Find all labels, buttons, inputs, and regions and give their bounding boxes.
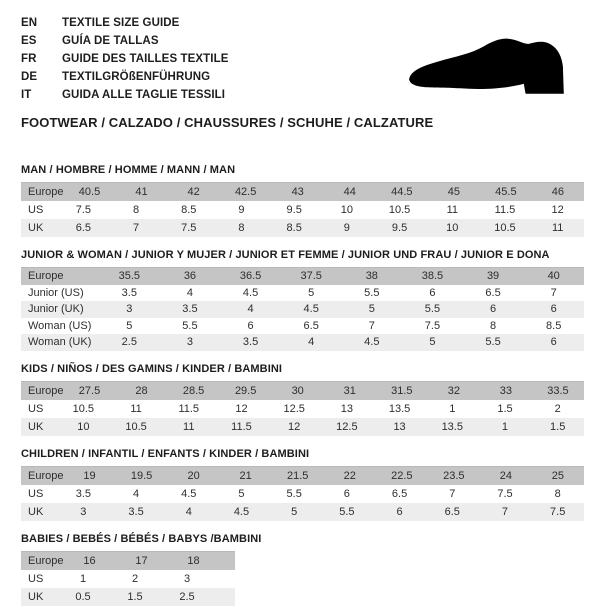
size-value: 3.5: [182, 303, 198, 316]
size-value: 21: [239, 469, 252, 482]
language-code: FR: [21, 53, 37, 65]
size-value: 30: [291, 384, 304, 397]
language-code: ES: [21, 35, 37, 47]
size-value: 22.5: [391, 469, 413, 482]
size-value: 1: [449, 402, 456, 415]
size-table: [21, 551, 235, 606]
row-label: Europe: [28, 554, 64, 567]
size-value: 2.5: [121, 336, 137, 349]
size-value: 11: [130, 402, 142, 415]
size-value: 7.5: [75, 204, 91, 216]
size-table: [21, 182, 584, 237]
size-value: 22: [343, 469, 356, 482]
size-value: 5.5: [424, 303, 441, 316]
dress-shoe-icon: [400, 30, 582, 102]
table-row: [21, 467, 584, 485]
size-value: 17: [135, 554, 148, 567]
size-value: 9: [238, 204, 245, 216]
size-value: 10: [77, 420, 90, 433]
language-title: TEXTILGRÖßENFÜHRUNG: [62, 71, 211, 83]
size-value: 9.5: [286, 204, 302, 216]
size-value: 1: [501, 420, 509, 433]
table-row: [21, 552, 235, 570]
size-value: 10.5: [494, 222, 516, 234]
size-value: 7.5: [497, 487, 513, 500]
section-title: KIDS / NIÑOS / DES GAMINS / KINDER / BAMBINI: [21, 362, 283, 375]
size-section: [21, 533, 586, 606]
size-value: 5.5: [339, 505, 355, 518]
size-value: 44.5: [391, 186, 413, 198]
size-table: [21, 466, 584, 521]
size-value: 1: [79, 572, 87, 585]
size-value: 19: [83, 469, 96, 482]
size-value: 11: [551, 222, 564, 234]
size-section: [21, 363, 586, 436]
size-value: 5: [429, 336, 436, 349]
section-title: JUNIOR & WOMAN / JUNIOR Y MUJER / JUNIOR ET FEMME / JUNIOR UND FRAU / JUNIOR E DONA: [21, 249, 550, 261]
row-label: US: [28, 572, 44, 585]
size-value: 7: [368, 319, 375, 332]
table-row: [21, 570, 235, 588]
size-value: 5.5: [364, 286, 380, 299]
size-value: 11.5: [494, 204, 516, 216]
size-value: 3.5: [75, 487, 91, 500]
size-value: 5: [308, 286, 315, 299]
row-label: UK: [28, 505, 44, 518]
size-value: 5.5: [182, 319, 198, 332]
size-value: 31: [343, 384, 356, 397]
size-value: 10: [340, 204, 353, 216]
size-value: 2: [554, 402, 561, 415]
size-value: 4: [308, 336, 315, 349]
section-title: BABIES / BEBÉS / BÉBÉS / BABYS /BAMBINI: [21, 532, 262, 545]
row-label: Europe: [28, 469, 64, 482]
table-row: [21, 201, 584, 219]
size-value: 6: [247, 319, 254, 332]
size-value: 10.5: [125, 420, 147, 433]
size-value: 7.5: [550, 505, 566, 518]
table-row: [21, 334, 584, 351]
size-value: 7.5: [424, 319, 441, 332]
row-label: Europe: [28, 384, 64, 397]
size-value: 18: [187, 554, 200, 567]
size-value: 7: [449, 487, 456, 500]
size-value: 9.5: [391, 222, 408, 234]
table-row: [21, 219, 584, 237]
size-value: 35.5: [118, 270, 141, 283]
size-table: [21, 267, 584, 351]
size-value: 43: [291, 186, 304, 198]
size-value: 5: [291, 505, 298, 518]
size-value: 8: [132, 204, 140, 216]
size-section: [21, 448, 586, 521]
row-label: Europe: [28, 186, 64, 198]
size-section: [21, 249, 586, 351]
size-value: 11: [446, 204, 458, 216]
row-label: UK: [28, 590, 44, 603]
size-value: 4: [186, 286, 193, 299]
size-value: 16: [83, 554, 96, 567]
size-section: [21, 164, 586, 237]
size-value: 12: [551, 204, 564, 216]
table-row: [21, 400, 584, 418]
size-value: 3.5: [128, 505, 144, 518]
size-value: 39: [486, 270, 500, 283]
size-value: 36: [183, 270, 197, 283]
size-value: 12.5: [336, 420, 358, 433]
size-value: 41: [135, 186, 148, 198]
size-value: 7: [501, 505, 509, 518]
size-value: 13: [340, 402, 353, 415]
size-value: 33.5: [547, 384, 569, 397]
size-value: 7.5: [181, 222, 197, 234]
size-value: 13.5: [388, 402, 411, 415]
size-value: 4.5: [233, 505, 250, 518]
size-value: 23.5: [443, 469, 465, 482]
size-value: 10: [446, 222, 459, 234]
size-value: 4: [185, 505, 192, 518]
row-label: UK: [28, 222, 44, 234]
language-title: GUIDE DES TAILLES TEXTILE: [62, 53, 229, 65]
row-label: UK: [28, 420, 44, 433]
size-value: 10.5: [388, 204, 411, 216]
size-value: 10.5: [72, 402, 95, 415]
size-value: 12.5: [283, 402, 305, 415]
size-value: 6.5: [485, 286, 501, 299]
size-value: 45: [447, 186, 460, 198]
language-code: IT: [21, 89, 32, 101]
table-row: [21, 285, 584, 302]
language-code: EN: [21, 17, 38, 29]
category-heading: FOOTWEAR / CALZADO / CHAUSSURES / SCHUHE / CALZATURE: [21, 115, 434, 130]
size-value: 6.5: [444, 505, 460, 518]
table-row: [21, 318, 584, 335]
size-value: 8.5: [181, 204, 197, 216]
size-value: 29.5: [234, 384, 257, 397]
size-value: 3.5: [121, 286, 137, 299]
size-value: 28: [135, 384, 148, 397]
size-value: 4: [132, 487, 140, 500]
size-value: 5: [238, 487, 245, 500]
table-row: [21, 183, 584, 201]
size-value: 13.5: [441, 420, 463, 433]
size-value: 27.5: [78, 384, 101, 397]
size-value: 3: [80, 505, 87, 518]
size-value: 11: [183, 420, 195, 433]
size-value: 12: [288, 420, 301, 433]
size-value: 3: [186, 336, 193, 349]
size-value: 6: [343, 487, 350, 500]
table-row: [21, 382, 584, 400]
size-value: 24: [499, 469, 512, 482]
size-value: 4.5: [242, 286, 259, 299]
row-label: Woman (US): [28, 319, 92, 332]
size-value: 25: [551, 469, 565, 482]
row-label: Junior (US): [28, 286, 84, 299]
size-value: 4.5: [181, 487, 197, 500]
size-value: 6.5: [391, 487, 408, 500]
size-value: 12: [235, 402, 248, 415]
size-value: 4: [247, 303, 254, 316]
row-label: US: [28, 204, 44, 216]
size-value: 9: [343, 222, 350, 234]
size-value: 8: [238, 222, 245, 234]
size-value: 11.5: [178, 402, 200, 415]
size-value: 3: [126, 303, 133, 316]
section-title: CHILDREN / INFANTIL / ENFANTS / KINDER / BAMBINI: [21, 447, 310, 460]
size-value: 1.5: [550, 420, 566, 433]
size-value: 2.5: [179, 590, 195, 603]
section-title: MAN / HOMBRE / HOMME / MANN / MAN: [21, 164, 236, 176]
size-value: 1.5: [127, 590, 143, 603]
table-row: [21, 503, 584, 521]
size-value: 44: [343, 186, 356, 198]
row-label: Junior (UK): [28, 303, 84, 316]
size-value: 42: [187, 186, 200, 198]
size-value: 0.5: [75, 590, 91, 603]
size-value: 38: [365, 270, 378, 283]
size-value: 6: [550, 303, 557, 316]
language-title: TEXTILE SIZE GUIDE: [62, 17, 180, 29]
row-label: US: [28, 487, 44, 500]
size-value: 45.5: [495, 186, 517, 198]
row-label: US: [28, 402, 44, 415]
size-value: 4.5: [364, 336, 380, 349]
size-value: 5.5: [485, 336, 501, 349]
language-title: GUÍA DE TALLAS: [62, 35, 159, 47]
table-row: [21, 485, 584, 503]
size-value: 6.5: [75, 222, 91, 234]
size-value: 36.5: [239, 270, 262, 283]
size-value: 1.5: [497, 402, 513, 415]
size-value: 8: [554, 487, 561, 500]
row-label: Woman (UK): [28, 336, 92, 349]
size-value: 11.5: [231, 420, 252, 433]
size-value: 6: [490, 303, 497, 316]
size-value: 7: [550, 286, 557, 299]
size-value: 3.5: [242, 336, 259, 349]
size-value: 19.5: [130, 469, 153, 482]
size-value: 8: [490, 319, 497, 332]
table-row: [21, 268, 584, 285]
size-value: 3: [183, 572, 191, 585]
size-value: 13: [393, 420, 406, 433]
size-value: 38.5: [421, 270, 444, 283]
size-value: 5: [368, 303, 375, 316]
size-value: 5.5: [286, 487, 302, 500]
size-value: 42.5: [234, 186, 257, 198]
size-value: 6.5: [303, 319, 319, 332]
size-value: 32: [447, 384, 460, 397]
size-value: 4.5: [303, 303, 319, 316]
size-value: 7: [132, 222, 140, 234]
size-value: 40: [547, 270, 560, 283]
size-value: 8.5: [286, 222, 302, 234]
size-value: 21.5: [286, 469, 309, 482]
size-value: 20: [187, 469, 200, 482]
language-title: GUIDA ALLE TAGLIE TESSILI: [62, 89, 226, 101]
size-value: 8.5: [546, 319, 562, 332]
size-value: 28.5: [182, 384, 205, 397]
size-value: 37.5: [300, 270, 322, 283]
size-value: 5: [126, 319, 133, 332]
size-value: 2: [131, 572, 139, 585]
size-value: 40.5: [78, 186, 101, 198]
size-tables: [21, 164, 586, 606]
table-row: [21, 588, 235, 606]
size-value: 6: [396, 505, 403, 518]
table-row: [21, 301, 584, 318]
size-value: 6: [550, 336, 557, 349]
size-value: 33: [499, 384, 512, 397]
size-value: 31.5: [391, 384, 413, 397]
language-code: DE: [21, 71, 38, 83]
table-row: [21, 418, 584, 436]
row-label: Europe: [28, 270, 64, 283]
size-value: 6: [429, 286, 436, 299]
size-value: 46: [551, 186, 565, 198]
size-table: [21, 381, 584, 436]
